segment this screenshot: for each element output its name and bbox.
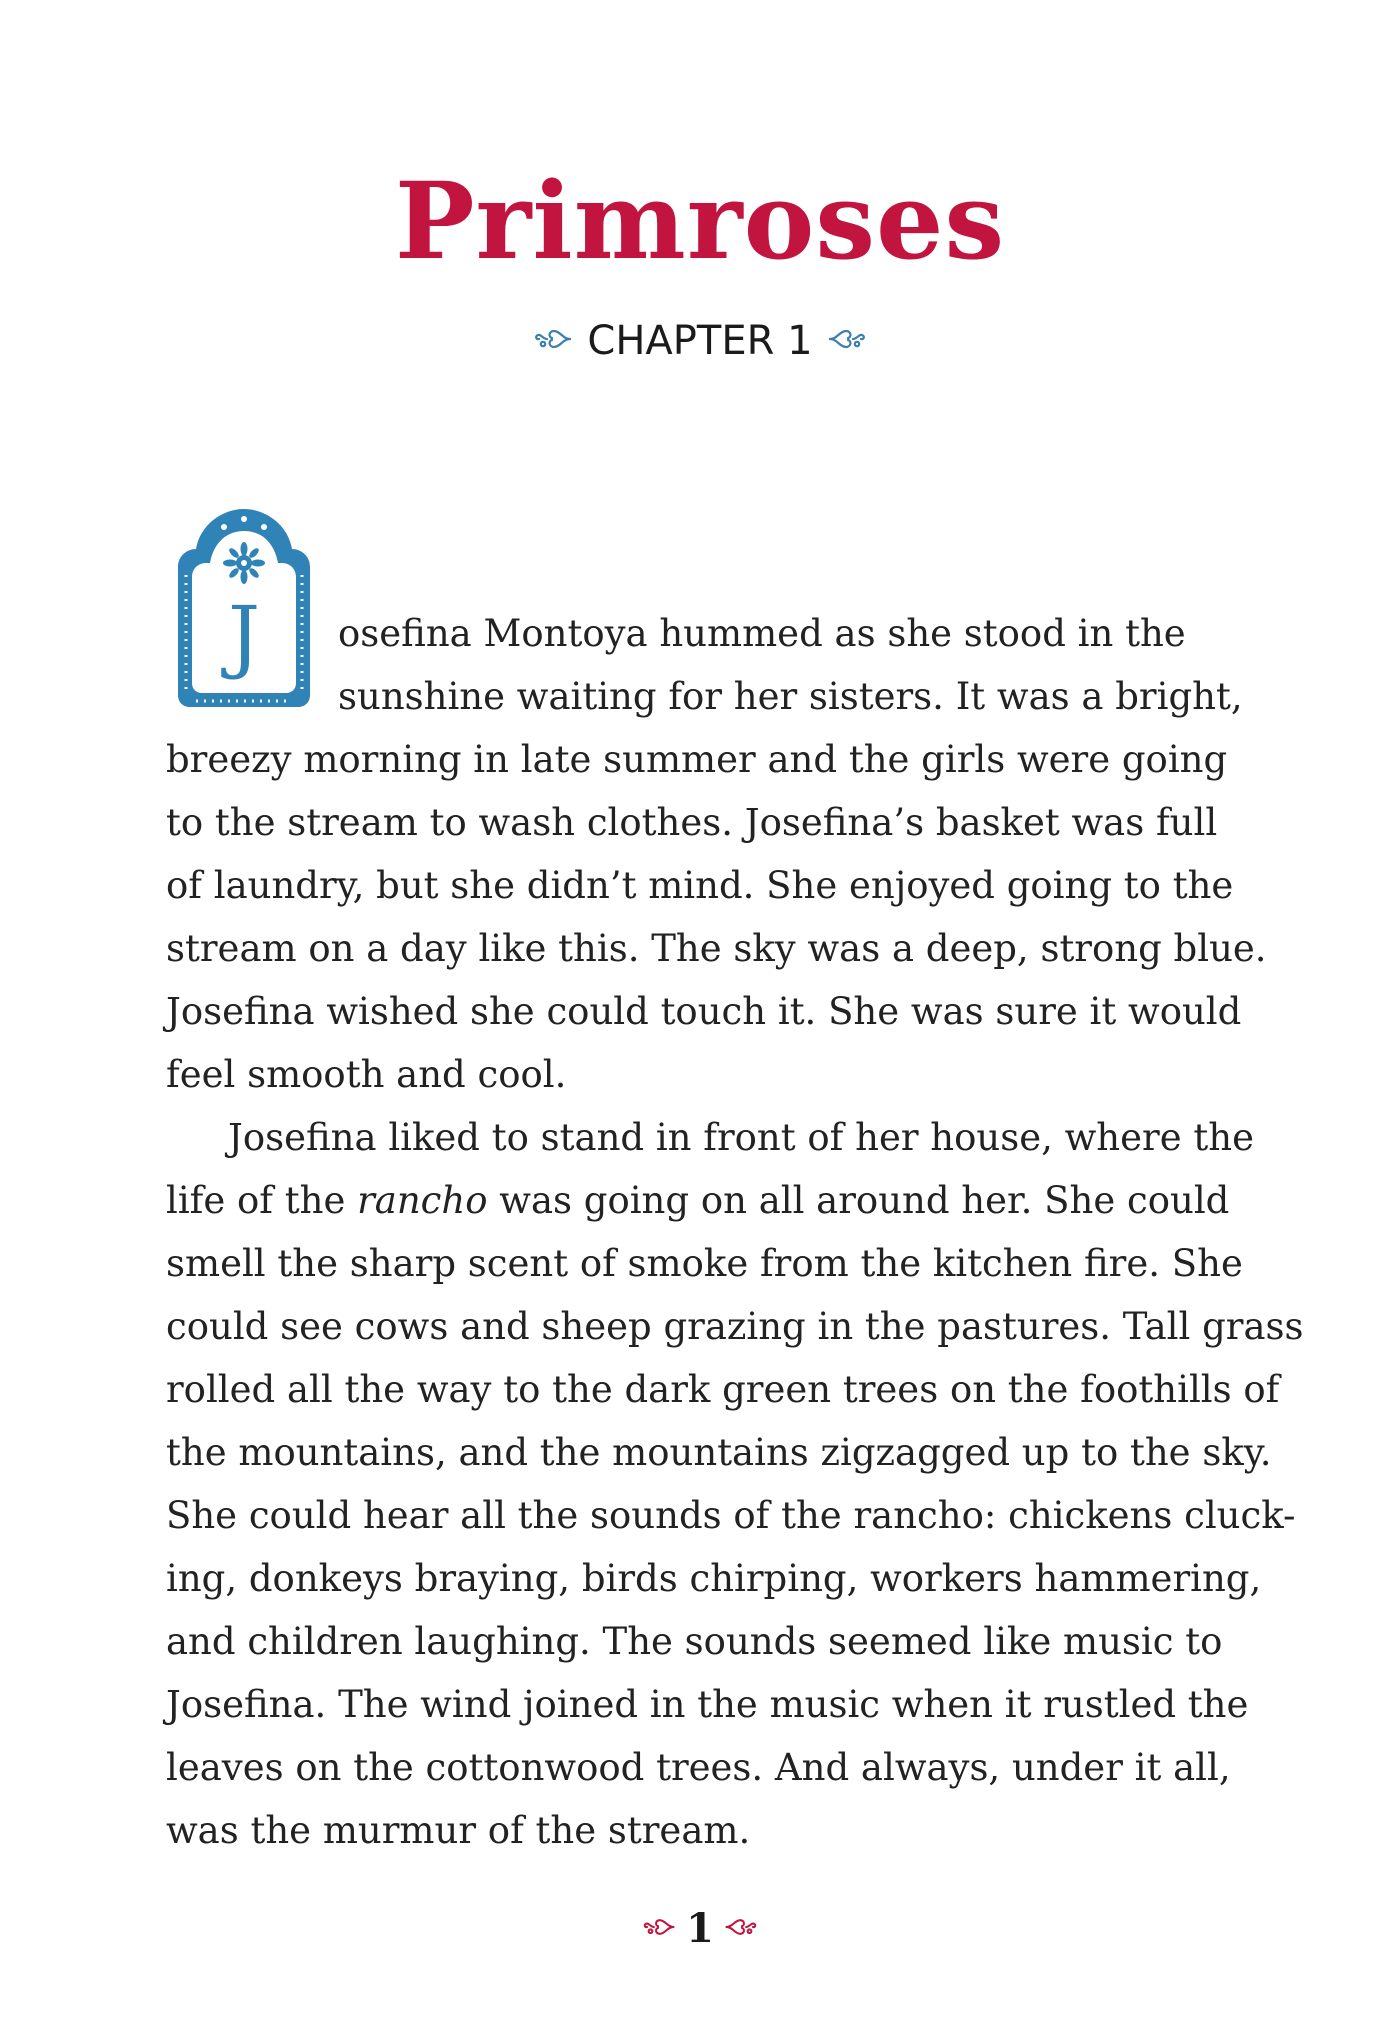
text-line: leaves on the cottonwood trees. And always, under it all,: [166, 1746, 1231, 1789]
text-span: life of the: [166, 1179, 358, 1222]
text-line: to the stream to wash clothes. Josefina’s basket was full: [166, 801, 1218, 844]
text-line: stream on a day like this. The sky was a deep, strong blue.: [166, 927, 1267, 970]
text-line: Josefina. The wind joined in the music when it rustled the: [166, 1683, 1249, 1726]
chapter-heading: [0, 318, 1400, 364]
body-text: [166, 602, 1304, 1862]
text-line: She could hear all the sounds of the rancho: chickens cluck-: [166, 1494, 1296, 1537]
text-line: [166, 1169, 1276, 1232]
text-line: ing, donkeys braying, birds chirping, workers hammering,: [166, 1557, 1262, 1600]
swirl-ornament-icon: [533, 325, 573, 357]
text-line: Josefina wished she could touch it. She was sure it would: [166, 990, 1242, 1033]
text-line: sunshine waiting for her sisters. It was a bright,: [338, 675, 1243, 718]
text-line: osefina Montoya hummed as she stood in the: [338, 612, 1186, 655]
text-line: the mountains, and the mountains zigzagged up to the sky.: [166, 1431, 1272, 1474]
text-line: could see cows and sheep grazing in the pastures. Tall grass: [166, 1305, 1304, 1348]
text-line: breezy morning in late summer and the girls were going: [166, 738, 1228, 781]
chapter-title: Primroses: [394, 158, 1006, 283]
text-line: rolled all the way to the dark green trees on the foothills of: [166, 1368, 1280, 1411]
page-number: 1: [686, 1905, 714, 1952]
page-footer: [0, 1905, 1400, 1952]
text-line: and children laughing. The sounds seemed like music to: [166, 1620, 1223, 1663]
drop-cap-letter: J: [227, 589, 261, 682]
text-line: was the murmur of the stream.: [166, 1809, 751, 1852]
text-line: of laundry, but she didn’t mind. She enjoyed going to the: [166, 864, 1234, 907]
text-line: smell the sharp scent of smoke from the kitchen fire. She: [166, 1242, 1243, 1285]
swirl-ornament-icon: [827, 325, 867, 357]
text-line: Josefina liked to stand in front of her house, where the: [228, 1116, 1254, 1159]
text-span: was going on all around her. She could: [487, 1179, 1230, 1222]
text-line: feel smooth and cool.: [166, 1053, 567, 1096]
chapter-label: CHAPTER 1: [587, 318, 813, 364]
swirl-ornament-icon: [724, 1914, 758, 1944]
italic-word: rancho: [357, 1179, 488, 1222]
swirl-ornament-icon: [642, 1914, 676, 1944]
